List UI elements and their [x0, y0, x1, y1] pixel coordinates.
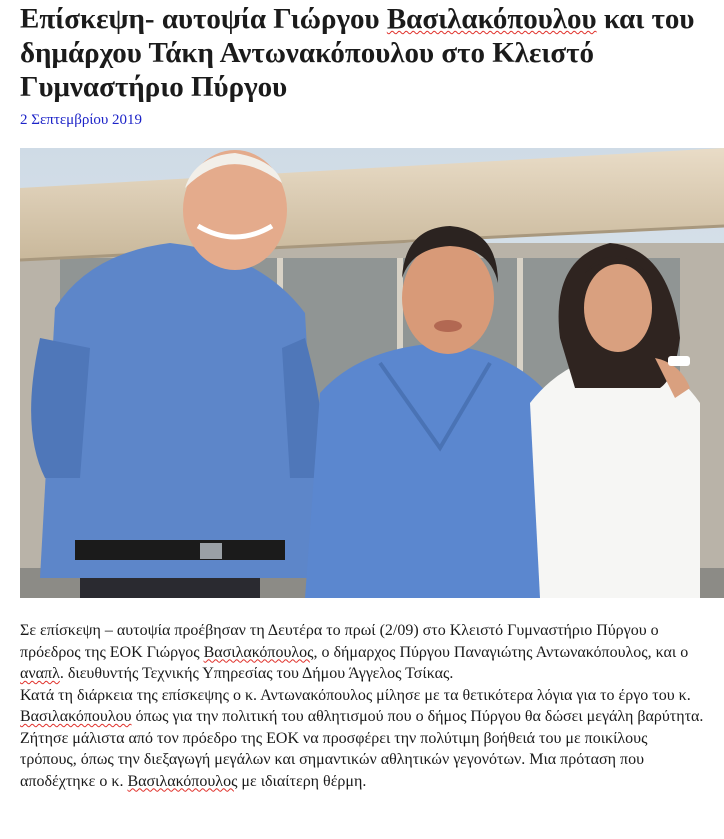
text-run: με ιδιαίτερη θέρμη.: [237, 772, 367, 790]
misspelled-word: αναπλ: [20, 665, 60, 682]
text-run: , ο δήμαρχος Πύργου Παναγιώτης Αντωνακόπουλος, και ο: [313, 643, 689, 661]
publish-date[interactable]: 2 Σεπτεμβρίου 2019: [20, 112, 143, 128]
photo-illustration: [20, 148, 724, 598]
article-paragraph-1: [20, 620, 704, 685]
misspelled-word: Βασιλακόπουλου: [20, 708, 132, 725]
title-surname-misspelled: Βασιλακόπουλου: [386, 3, 597, 35]
text-run: όπως για την πολιτική του αθλητισμού που ο δήμος Πύργου θα δώσει μεγάλη βαρύτητα. Ζήτησε μάλιστα από τον πρόεδρο της ΕΟΚ να προσφέρει την πολύτιμη βοήθειά του με ποικίλους τρόπους, όπως την διεξαγωγή μεγάλων και σημαντικών αθλητικών γεγονότων. Μια πρόταση που αποδέχτηκε ο κ.: [20, 708, 704, 790]
article-paragraph-2: [20, 685, 704, 793]
article-body: [20, 620, 704, 792]
text-run: Σε επίσκεψη – αυτοψία προέβησαν τη Δευτέρα το πρωί (2/09) στο Κλειστό Γυμναστήριο Πύργου ο πρόεδρος της ΕΟΚ Γιώργος: [20, 622, 659, 661]
text-run: . διευθυντής Τεχνικής Υπηρεσίας του Δήμου Άγγελος Τσίκας.: [59, 665, 454, 682]
article-title: [20, 2, 720, 104]
article-photo: [20, 148, 724, 598]
title-part: και του δημάρχου Τάκη Αντωνακόπουλου στο Κλειστό Γυμναστήριο Πύργου: [20, 3, 695, 103]
text-run: Κατά τη διάρκεια της επίσκεψης ο κ. Αντωνακόπουλος μίλησε με τα θετικότερα λόγια για το έργο του κ.: [20, 686, 691, 704]
misspelled-word: Βασιλακόπουλος: [127, 772, 238, 790]
title-part: Επίσκεψη- αυτοψία Γιώργου: [20, 3, 387, 35]
misspelled-word: Βασιλακόπουλος: [203, 643, 314, 661]
